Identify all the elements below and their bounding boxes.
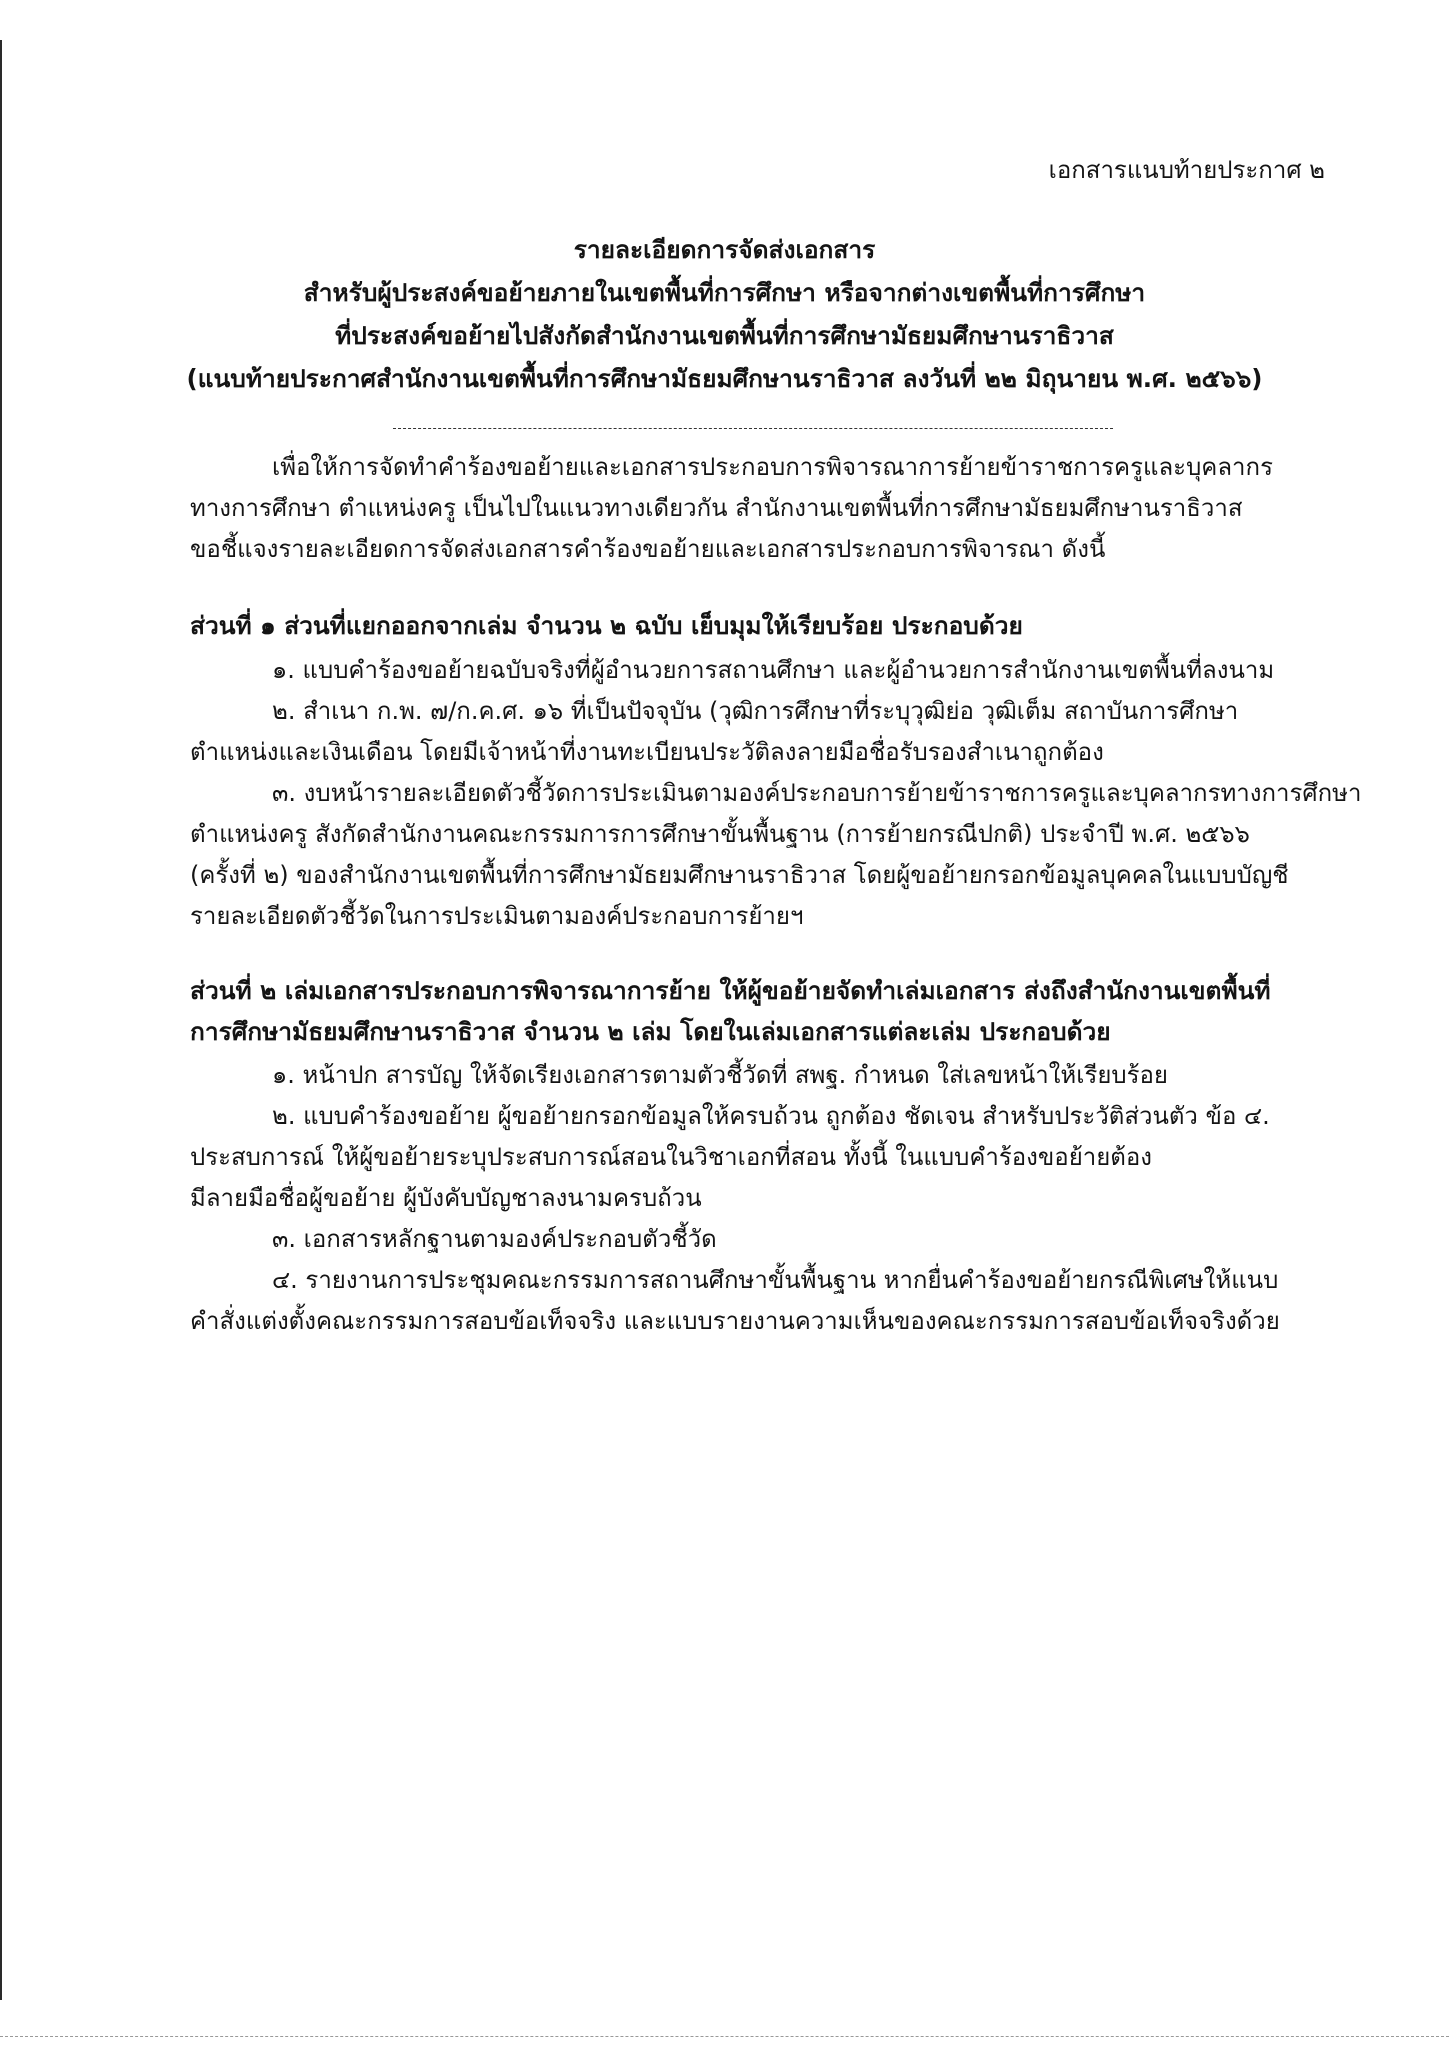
- part2-item-2-line-2: ประสบการณ์ ให้ผู้ขอย้ายระบุประสบการณ์สอนในวิชาเอกที่สอน ทั้งนี้ ในแบบคำร้องขอย้ายต้อง: [190, 1143, 1153, 1171]
- title-line-2: สำหรับผู้ประสงค์ขอย้ายภายในเขตพื้นที่การศึกษา หรือจากต่างเขตพื้นที่การศึกษา: [303, 278, 1146, 307]
- part2-heading-line-1: ส่วนที่ ๒ เล่มเอกสารประกอบการพิจารณาการย้าย ให้ผู้ขอย้ายจัดทำเล่มเอกสาร ส่งถึงสำนักงานเขตพื้นที่: [190, 976, 1271, 1005]
- part2-item-1: ๑. หน้าปก สารบัญ ให้จัดเรียงเอกสารตามตัวชี้วัดที่ สพฐ. กำหนด ใส่เลขหน้าให้เรียบร้อย: [272, 1061, 1168, 1089]
- scan-bottom-edge: [0, 2036, 1449, 2037]
- part1-item-3-line-2: ตำแหน่งครู สังกัดสำนักงานคณะกรรมการการศึกษาขั้นพื้นฐาน (การย้ายกรณีปกติ) ประจำปี พ.ศ. ๒๕๖๖: [190, 820, 1250, 848]
- part2-item-4-line-2: คำสั่งแต่งตั้งคณะกรรมการสอบข้อเท็จจริง และแบบรายงานความเห็นของคณะกรรมการสอบข้อเท็จจริงด้วย: [190, 1307, 1280, 1335]
- intro-paragraph: [190, 447, 1325, 570]
- document-title: [0, 228, 1449, 400]
- part1-heading: ส่วนที่ ๑ ส่วนที่แยกออกจากเล่ม จำนวน ๒ ฉบับ เย็บมุมให้เรียบร้อย ประกอบด้วย: [190, 611, 1023, 640]
- title-line-4: (แนบท้ายประกาศสำนักงานเขตพื้นที่การศึกษามัธยมศึกษานราธิวาส ลงวันที่ ๒๒ มิถุนายน พ.ศ. ๒๕๖๖): [186, 364, 1263, 393]
- part1-item-3-line-1: ๓. งบหน้ารายละเอียดตัวชี้วัดการประเมินตามองค์ประกอบการย้ายข้าราชการครูและบุคลากรทางการศึกษา: [272, 779, 1362, 807]
- part1-item-2-line-1: ๒. สำเนา ก.พ. ๗/ก.ค.ศ. ๑๖ ที่เป็นปัจจุบัน (วุฒิการศึกษาที่ระบุวุฒิย่อ วุฒิเต็ม สถาบันการศึกษา: [272, 697, 1239, 725]
- attachment-reference: เอกสารแนบท้ายประกาศ ๒: [1048, 156, 1325, 184]
- part2-item-4-line-1: ๔. รายงานการประชุมคณะกรรมการสถานศึกษาขั้นพื้นฐาน หากยื่นคำร้องขอย้ายกรณีพิเศษให้แนบ: [272, 1266, 1279, 1294]
- part1-item-2-line-2: ตำแหน่งและเงินเดือน โดยมีเจ้าหน้าที่งานทะเบียนประวัติลงลายมือชื่อรับรองสำเนาถูกต้อง: [190, 738, 1104, 766]
- part2-heading-line-2: การศึกษามัธยมศึกษานราธิวาส จำนวน ๒ เล่ม โดยในเล่มเอกสารแต่ละเล่ม ประกอบด้วย: [190, 1017, 1111, 1046]
- part2-item-2-line-1: ๒. แบบคำร้องขอย้าย ผู้ขอย้ายกรอกข้อมูลให้ครบถ้วน ถูกต้อง ชัดเจน สำหรับประวัติส่วนตัว ข้อ ๔.: [272, 1102, 1270, 1130]
- intro-line-1: เพื่อให้การจัดทำคำร้องขอย้ายและเอกสารประกอบการพิจารณาการย้ายข้าราชการครูและบุคลากร: [272, 453, 1273, 481]
- intro-line-3: ขอชี้แจงรายละเอียดการจัดส่งเอกสารคำร้องขอย้ายและเอกสารประกอบการพิจารณา ดังนี้: [190, 535, 1106, 563]
- part1-item-3-line-3: (ครั้งที่ ๒) ของสำนักงานเขตพื้นที่การศึกษามัธยมศึกษานราธิวาส โดยผู้ขอย้ายกรอกข้อมูลบุคคลในแบบบัญชี: [190, 861, 1289, 889]
- part2-items: [190, 1055, 1325, 1342]
- part2-item-3: ๓. เอกสารหลักฐานตามองค์ประกอบตัวชี้วัด: [272, 1225, 717, 1253]
- title-line-3: ที่ประสงค์ขอย้ายไปสังกัดสำนักงานเขตพื้นที่การศึกษามัธยมศึกษานราธิวาส: [335, 321, 1114, 350]
- part1-item-1: ๑. แบบคำร้องขอย้ายฉบับจริงที่ผู้อำนวยการสถานศึกษา และผู้อำนวยการสำนักงานเขตพื้นที่ลงนาม: [272, 656, 1275, 684]
- part2-heading: [190, 970, 1325, 1052]
- title-divider: [393, 428, 1113, 429]
- intro-line-2: ทางการศึกษา ตำแหน่งครู เป็นไปในแนวทางเดียวกัน สำนักงานเขตพื้นที่การศึกษามัธยมศึกษานราธิวาส: [190, 494, 1243, 522]
- part1-item-3-line-4: รายละเอียดตัวชี้วัดในการประเมินตามองค์ประกอบการย้ายฯ: [190, 902, 804, 930]
- part2-item-2-line-3: มีลายมือชื่อผู้ขอย้าย ผู้บังคับบัญชาลงนามครบถ้วน: [190, 1184, 702, 1212]
- part1-items: [190, 650, 1362, 937]
- title-line-1: รายละเอียดการจัดส่งเอกสาร: [573, 235, 876, 264]
